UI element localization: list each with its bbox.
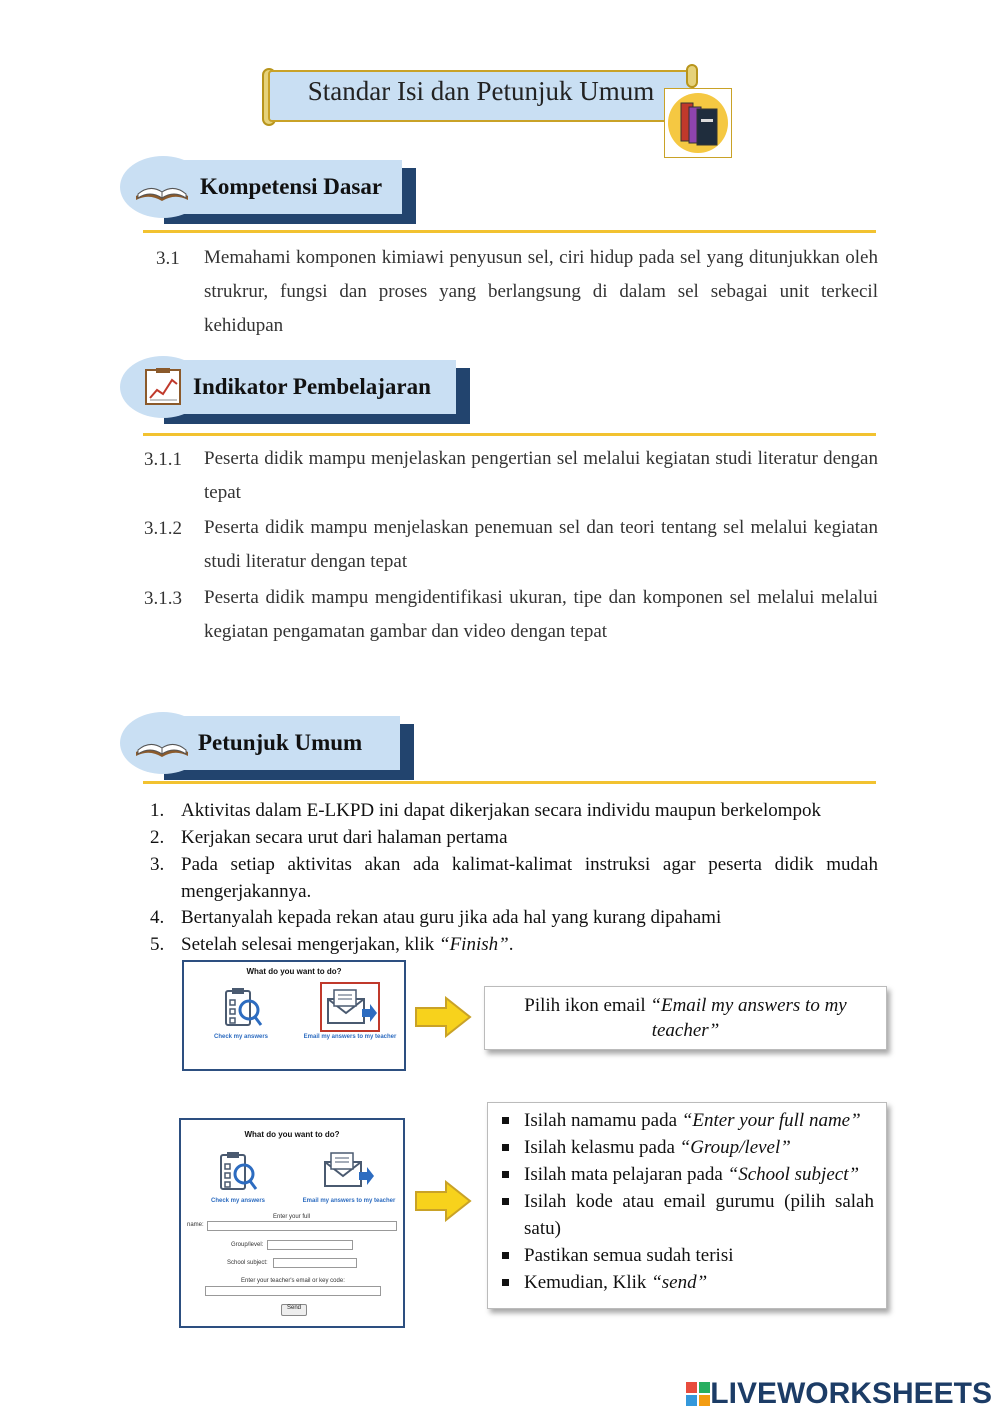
section-heading: Petunjuk Umum xyxy=(198,730,363,755)
clipboard-check-icon xyxy=(217,1150,259,1196)
check-answers-option: Check my answers xyxy=(210,1198,266,1204)
list-number: 1. xyxy=(150,800,165,821)
school-subject-input[interactable] xyxy=(273,1258,357,1268)
group-level-input[interactable] xyxy=(267,1240,353,1250)
open-book-icon xyxy=(132,168,192,206)
chart-clipboard-icon xyxy=(132,368,192,406)
name-label: Enter your full xyxy=(273,1214,311,1220)
email-envelope-icon xyxy=(321,1150,375,1192)
screenshot-email-form xyxy=(179,1118,405,1328)
arrow-right-icon xyxy=(414,996,472,1038)
section-divider xyxy=(143,781,876,784)
info-box-email xyxy=(484,986,887,1050)
page-title: Standar Isi dan Petunjuk Umum xyxy=(307,76,655,106)
screenshot-email-choice xyxy=(182,960,406,1071)
list-text: Aktivitas dalam E-LKPD ini dapat dikerjakan secara individu maupun berkelompok xyxy=(181,800,822,821)
indikator-text: Peserta didik mampu menjelaskan pengertian sel melalui kegiatan studi literatur dengan tepat xyxy=(204,448,878,503)
list-item: Kemudian, Klik “send” xyxy=(500,1269,874,1296)
screenshot-question: What do you want to do? xyxy=(244,1130,340,1139)
list-item xyxy=(150,797,878,824)
clipboard-check-icon xyxy=(222,986,264,1032)
section-heading: Indikator Pembelajaran xyxy=(193,374,431,399)
list-item xyxy=(150,931,878,958)
liveworksheets-logo-icon xyxy=(686,1382,710,1406)
list-number: 4. xyxy=(150,907,165,928)
section-divider xyxy=(143,230,876,233)
list-item xyxy=(150,824,878,851)
list-item: Isilah mata pelajaran pada “School subject” xyxy=(500,1161,874,1188)
email-envelope-icon xyxy=(324,987,378,1029)
indikator-number: 3.1.2 xyxy=(144,518,182,539)
list-item: Isilah kode atau email gurumu (pilih salah satu) xyxy=(500,1188,874,1242)
list-number: 3. xyxy=(150,854,165,875)
check-answers-option: Check my answers xyxy=(213,1034,269,1040)
name-label-cont: name: xyxy=(187,1222,204,1228)
form-steps-list xyxy=(488,1103,886,1296)
list-number: 2. xyxy=(150,827,165,848)
list-text: Kerjakan secara urut dari halaman pertama xyxy=(181,827,508,848)
section-header-kompetensi xyxy=(120,156,402,218)
screenshot-question: What do you want to do? xyxy=(246,967,342,976)
list-text: Pada setiap aktivitas akan ada kalimat-kalimat instruksi agar peserta didik mudah mengerjakannya. xyxy=(181,854,878,902)
arrow-right-icon xyxy=(414,1180,472,1222)
group-label: Group/level: xyxy=(231,1242,264,1248)
section-header-indikator xyxy=(120,356,456,418)
teacher-label: Enter your teacher's email or key code: xyxy=(241,1278,345,1284)
info-box-text: Pilih ikon email “Email my answers to my teacher” xyxy=(524,995,847,1041)
list-item: Pastikan semua sudah terisi xyxy=(500,1242,874,1269)
send-button[interactable]: Send xyxy=(281,1304,307,1316)
teacher-code-input[interactable] xyxy=(205,1286,381,1296)
email-answers-option: Email my answers to my teacher xyxy=(302,1198,396,1204)
open-book-icon xyxy=(132,724,192,762)
kompetensi-text: Memahami komponen kimiawi penyusun sel, ciri hidup pada sel yang ditunjukkan oleh strukrur, fungsi dan proses yang berlangsung di dalam sel sebagai unit terkecil kehidupan xyxy=(204,247,878,336)
list-text: Bertanyalah kepada rekan atau guru jika ada hal yang kurang dipahami xyxy=(181,907,722,928)
list-item: Isilah namamu pada “Enter your full name” xyxy=(500,1107,874,1134)
full-name-input[interactable] xyxy=(207,1221,397,1231)
indikator-number: 3.1.3 xyxy=(144,588,182,609)
list-item xyxy=(150,904,878,931)
kompetensi-number: 3.1 xyxy=(156,248,180,269)
books-icon xyxy=(664,88,732,158)
section-header-petunjuk xyxy=(120,712,400,774)
email-answers-option: Email my answers to my teacher xyxy=(303,1034,397,1040)
section-divider xyxy=(143,433,876,436)
info-box-form-steps xyxy=(487,1102,887,1309)
indikator-number: 3.1.1 xyxy=(144,449,182,470)
section-heading: Kompetensi Dasar xyxy=(200,174,383,199)
indikator-text: Peserta didik mampu mengidentifikasi ukuran, tipe dan komponen sel melalui melalui kegiatan pengamatan gambar dan video dengan tepat xyxy=(204,587,878,642)
list-text: Setelah selesai mengerjakan, klik “Finish”. xyxy=(181,934,514,955)
liveworksheets-logo: LIVEWORKSHEETS xyxy=(686,1377,992,1411)
subject-label: School subject: xyxy=(227,1260,268,1266)
list-item xyxy=(150,851,878,905)
indikator-text: Peserta didik mampu menjelaskan penemuan sel dan teori tentang sel melalui kegiatan studi literatur dengan tepat xyxy=(204,517,878,572)
list-item: Isilah kelasmu pada “Group/level” xyxy=(500,1134,874,1161)
list-number: 5. xyxy=(150,934,165,955)
